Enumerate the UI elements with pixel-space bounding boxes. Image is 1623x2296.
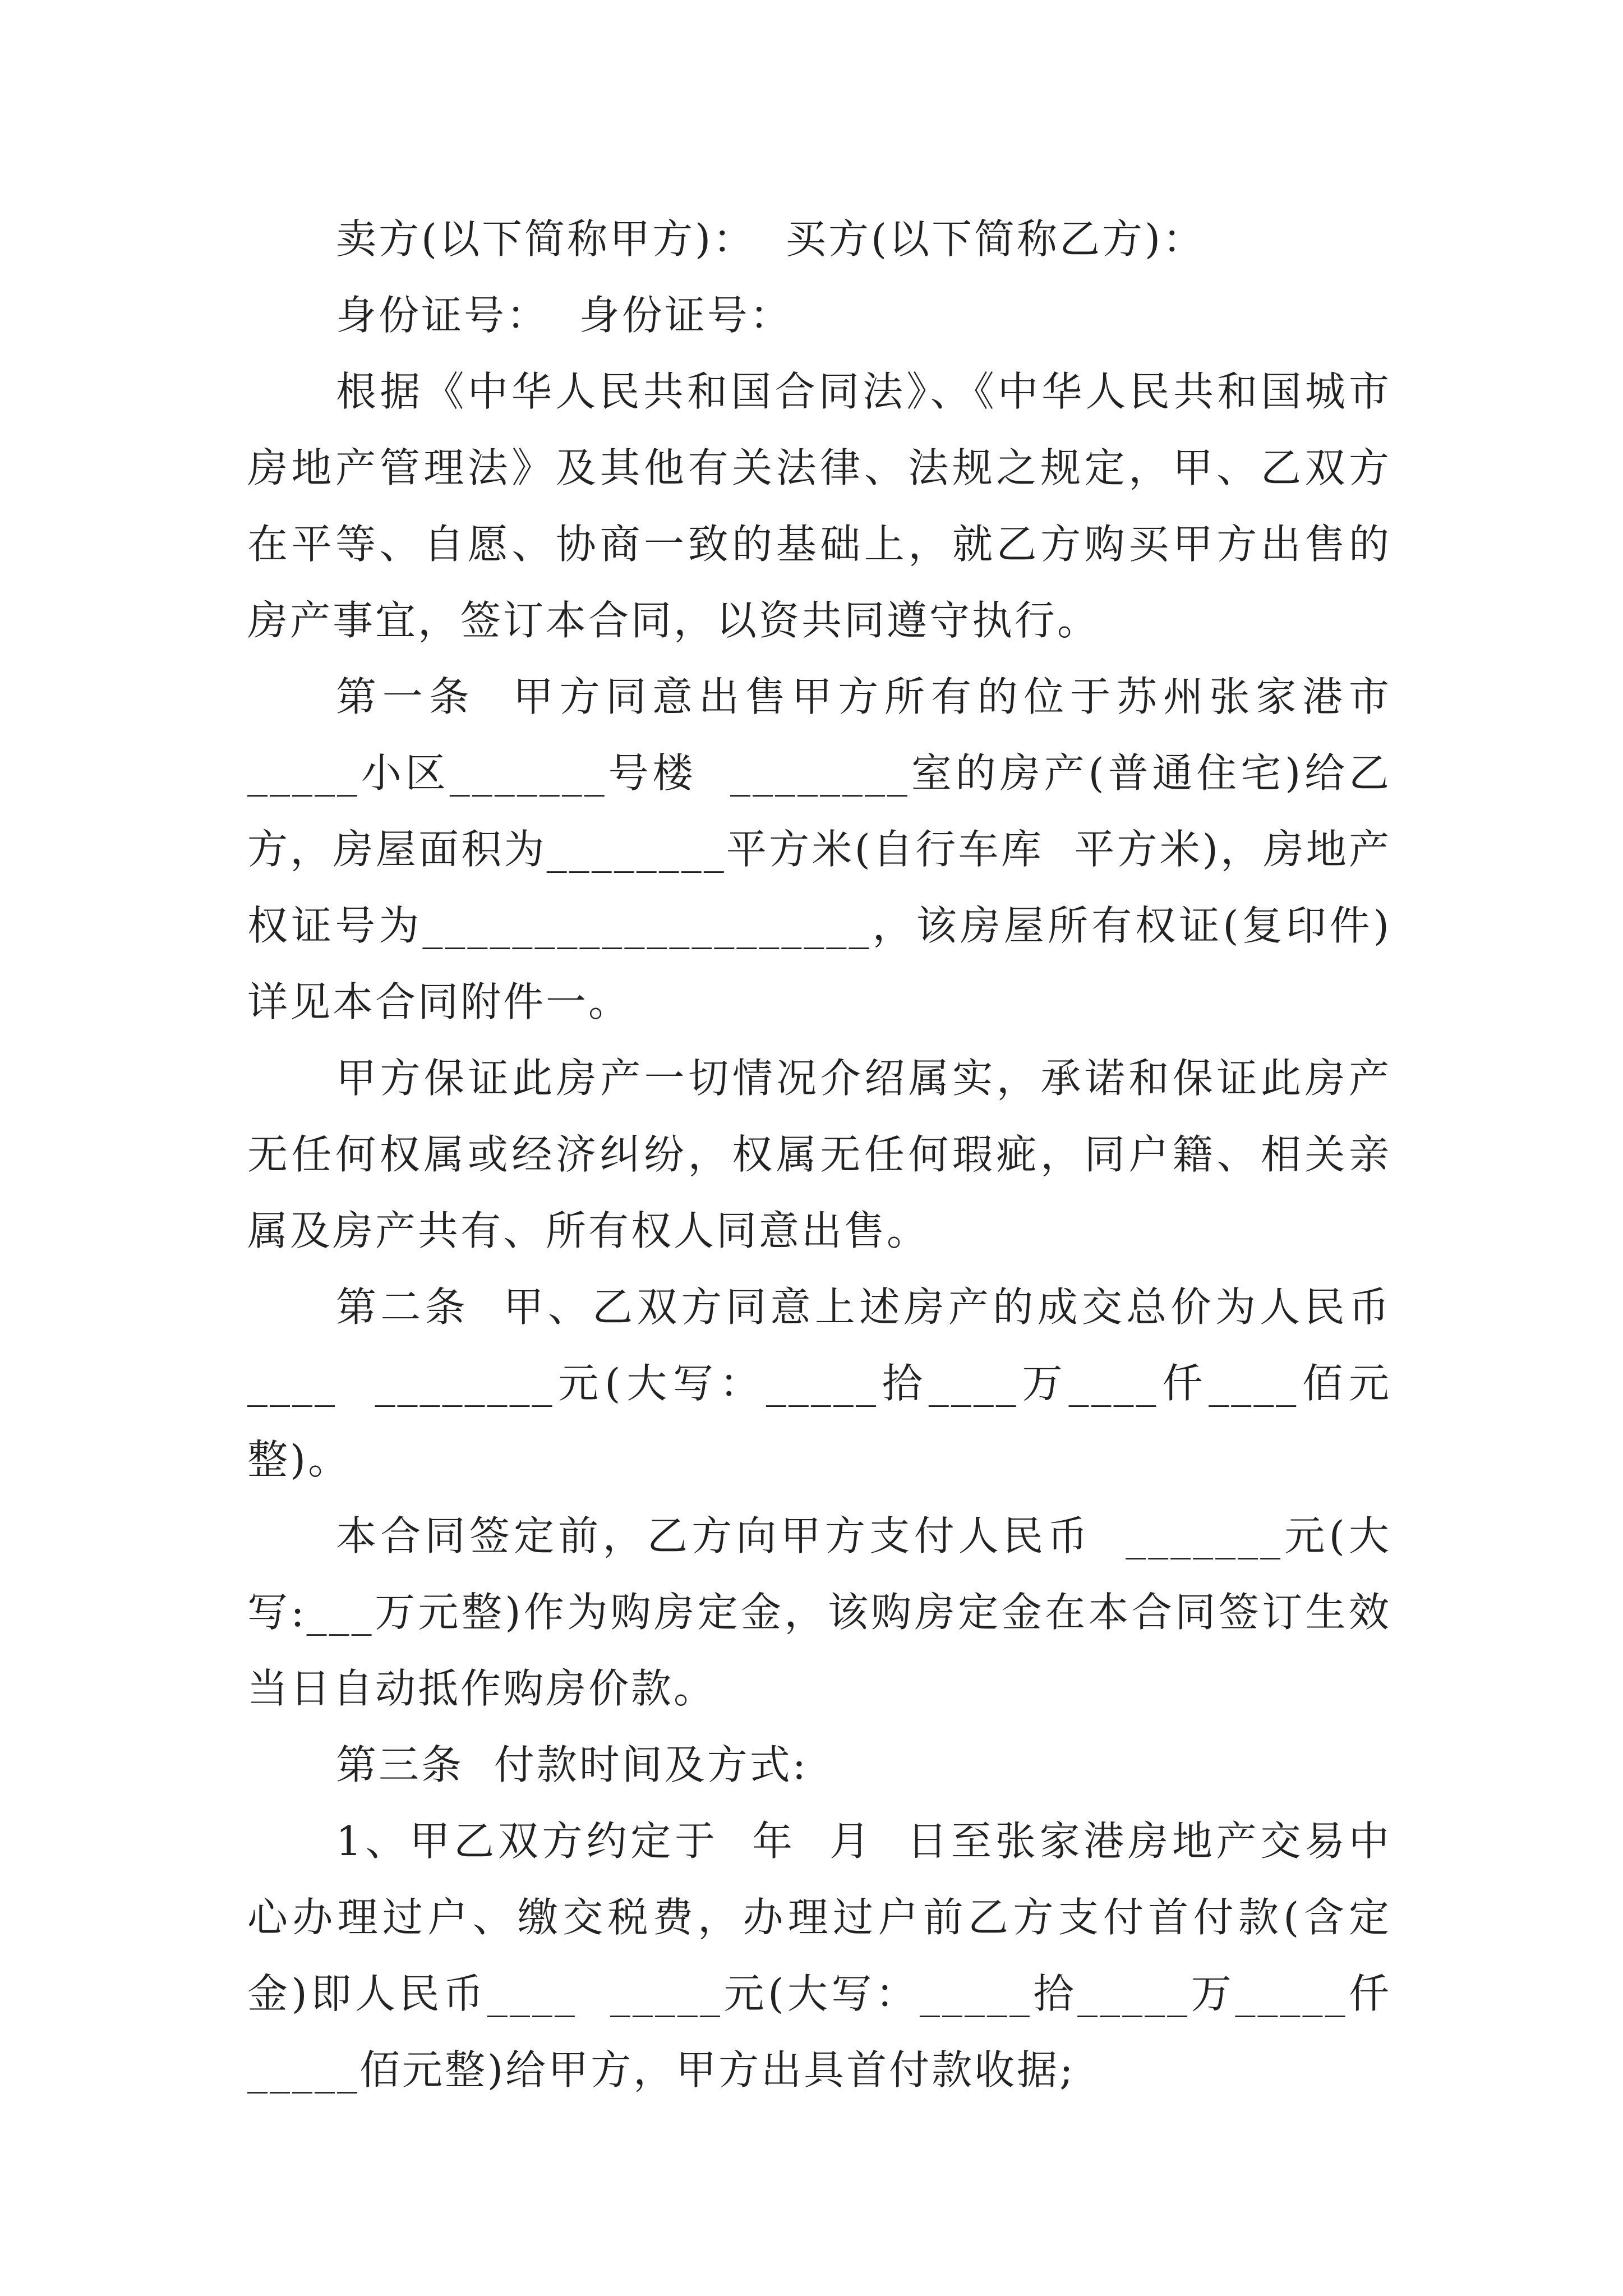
payment-clause-one: 1、甲乙双方约定于 年 月 日至张家港房地产交易中心办理过户、缴交税费，办理过户前乙方支付首付款(含定金)即人民币____ _____元(大写：_____拾_____万_____仟_____佰元整)给甲方，甲方出具首付款收据; <box>247 1818 1391 2093</box>
seller-guarantee-paragraph: 甲方保证此房产一切情况介绍属实，承诺和保证此房产无任何权属或经济纠纷，权属无任何瑕疵，同户籍、相关亲属及房产共有、所有权人同意出售。 <box>247 1055 1391 1254</box>
article-three-heading: 第三条 付款时间及方式: <box>336 1741 809 1788</box>
seller-buyer-line: 卖方(以下简称甲方)： 买方(以下简称乙方)： <box>336 215 1206 263</box>
preamble-paragraph: 根据《中华人民共和国合同法》、《中华人民共和国城市房地产管理法》及其他有关法律、法规之规定，甲、乙双方在平等、自愿、协商一致的基础上，就乙方购买甲方出售的房产事宜，签订本合同，以资共同遵守执行。 <box>247 368 1391 644</box>
deposit-paragraph: 本合同签定前，乙方向甲方支付人民币 _______元(大写:___万元整)作为购房定金，该购房定金在本合同签订生效当日自动抵作购房价款。 <box>247 1512 1391 1712</box>
contract-body <box>247 201 1391 2108</box>
id-number-line: 身份证号： 身份证号： <box>336 292 792 339</box>
article-one-paragraph: 第一条 甲方同意出售甲方所有的位于苏州张家港市_____小区_______号楼 ________室的房产(普通住宅)给乙方，房屋面积为________平方米(自行车库 平方米)，房地产权证号为____________________，该房屋所有权证(复印件)详见本合同附件一。 <box>247 673 1391 1025</box>
article-two-paragraph: 第二条 甲、乙双方同意上述房产的成交总价为人民币____ ________元(大写：_____拾____万____仟____佰元整)。 <box>247 1283 1391 1483</box>
